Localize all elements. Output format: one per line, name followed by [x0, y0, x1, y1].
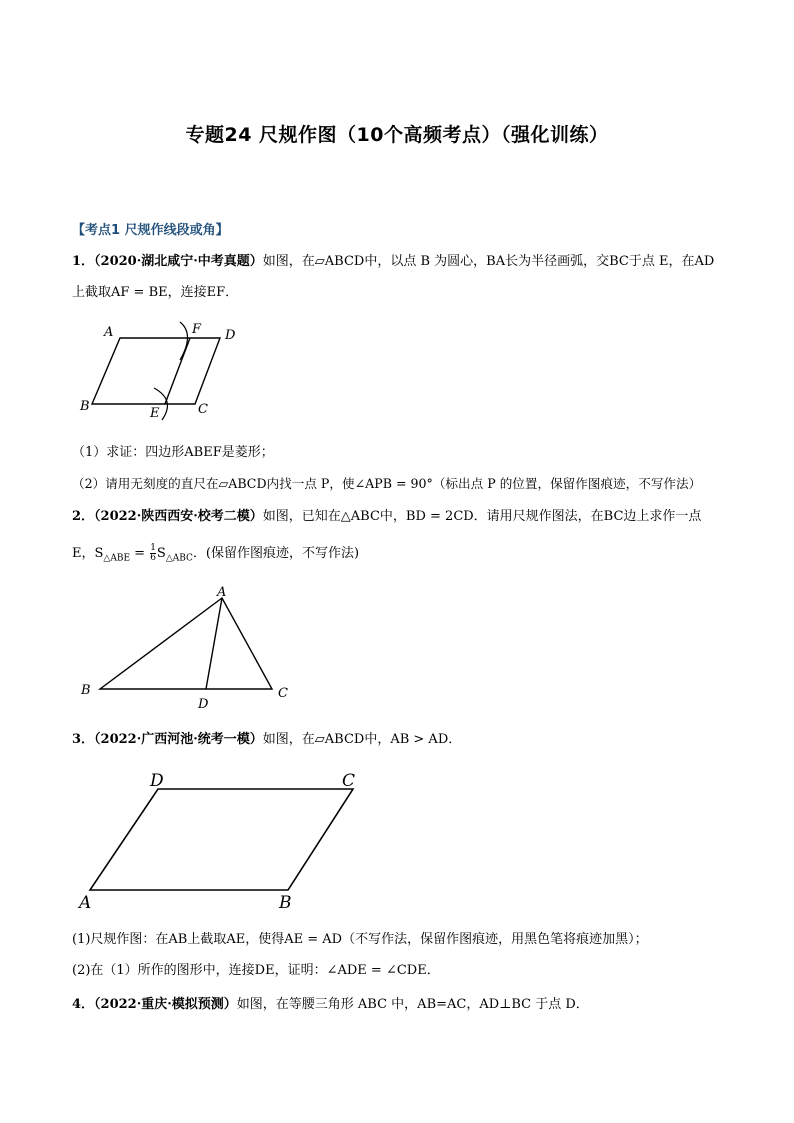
- q3-sub2: (2)在（1）所作的图形中，连接DE，证明：∠ADE = ∠CDE．: [72, 963, 440, 978]
- q4-source: （2022·重庆·模拟预测）: [94, 997, 237, 1012]
- q1-label-e: E: [150, 406, 160, 421]
- q2-label-d: D: [198, 697, 209, 712]
- q1-sub1: （1）求证：四边形ABEF是菱形；: [72, 445, 274, 460]
- q2-label-c: C: [278, 686, 288, 701]
- q1-sub2: （2）请用无刻度的直尺在▱ABCD内找一点 P，使∠APB = 90°（标出点 P 的位置，保留作图痕迹，不写作法）: [72, 476, 702, 491]
- q2-label-a: A: [217, 585, 227, 600]
- q2-text-s: S: [156, 546, 166, 561]
- q3-sub1: (1)尺规作图：在AB上截取AE，使得AE = AD（不写作法，保留作图痕迹，用黑色笔将痕迹加黑）；: [72, 932, 648, 947]
- page-title: 专题24 尺规作图（10个高频考点）（强化训练）: [185, 124, 609, 146]
- q3-label-c: C: [342, 771, 356, 791]
- q4-number: 4．: [72, 997, 95, 1012]
- q4-text1: 如图，在等腰三角形 ABC 中，AB=AC，AD⊥BC 于点 D．: [236, 997, 589, 1012]
- q3-source: （2022·广西河池·统考一模）: [94, 732, 263, 747]
- q1-text1: 如图，在▱ABCD中，以点 B 为圆心，BA长为半径画弧，交BC于点 E，在AD: [262, 254, 715, 269]
- q2-sub-abe: △ABE: [103, 553, 131, 564]
- q3-figure: [72, 766, 372, 916]
- q2-triangle: [100, 598, 272, 689]
- q3-label-b: B: [279, 893, 292, 913]
- q1-source: （2020·湖北咸宁·中考真题）: [94, 254, 263, 269]
- q3-text1: 如图，在▱ABCD中，AB > AD．: [262, 732, 462, 747]
- q1-label-d: D: [225, 328, 236, 343]
- q1-parallelogram: [92, 338, 220, 404]
- q2-line1: [72, 508, 701, 526]
- q2-frac-num: 1: [150, 543, 156, 553]
- q2-line2: [72, 544, 359, 568]
- q2-fraction: [150, 544, 156, 563]
- q1-figure: [70, 318, 260, 423]
- q2-source: （2022·陕西西安·校考二模）: [94, 509, 263, 524]
- q1-label-b: B: [80, 399, 90, 414]
- q2-sub-abc: △ABC: [165, 553, 193, 564]
- q1-line1: [72, 253, 714, 271]
- q1-label-a: A: [104, 325, 114, 340]
- q2-number: 2．: [72, 509, 95, 524]
- q4-line1: [72, 996, 589, 1014]
- q2-text1: 如图，已知在△ABC中，BD = 2CD．请用尺规作图法，在BC边上求作一点: [262, 509, 702, 524]
- q3-label-a: A: [79, 893, 92, 913]
- q2-text-e-s: E，S: [72, 546, 104, 561]
- q3-label-d: D: [150, 771, 164, 791]
- q2-text-end: ．(保留作图痕迹，不写作法): [192, 546, 360, 561]
- q2-eq: =: [130, 546, 150, 561]
- q2-figure: [78, 582, 298, 712]
- q3-number: 3．: [72, 732, 95, 747]
- section-heading: 【考点1 尺规作线段或角】: [72, 223, 229, 238]
- q3-line1: [72, 731, 461, 749]
- q2-frac-den: 6: [150, 553, 156, 563]
- q2-segment-ad: [206, 598, 222, 689]
- q1-label-f: F: [192, 322, 202, 337]
- q1-line2: 上截取AF = BE，连接EF．: [72, 285, 239, 300]
- q2-label-b: B: [81, 683, 91, 698]
- q1-label-c: C: [198, 402, 208, 417]
- q1-number: 1．: [72, 254, 95, 269]
- q3-parallelogram: [90, 789, 353, 890]
